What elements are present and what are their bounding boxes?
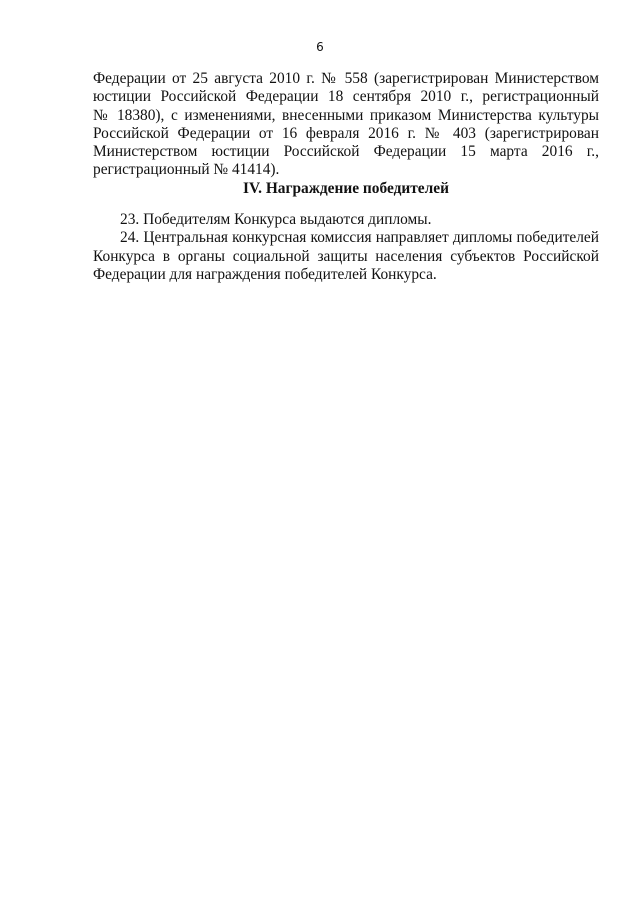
text-line: Министерством юстиции Российской Федерации 15 марта 2016 г., (93, 143, 599, 161)
paragraph-24 (93, 229, 599, 284)
text-line: юстиции Российской Федерации 18 сентября 2010 г., регистрационный (93, 88, 599, 106)
text-line: Федерации от 25 августа 2010 г. № 558 (зарегистрирован Министерством (93, 70, 599, 87)
text-line: № 18380), с изменениями, внесенными приказом Министерства культуры (93, 106, 599, 124)
page-number: 6 (316, 40, 324, 54)
text-line: Конкурса в органы социальной защиты населения субъектов Российской (93, 247, 599, 265)
text-line: регистрационный № 41414). (93, 161, 280, 179)
spacer (93, 198, 599, 211)
paragraph-continued (93, 70, 599, 180)
text-line: 23. Победителям Конкурса выдаются дипломы. (120, 211, 432, 229)
text-line: Российской Федерации от 16 февраля 2016 г. № 403 (зарегистрирован (93, 124, 599, 142)
text-line: 24. Центральная конкурсная комиссия направляет дипломы победителей (120, 229, 599, 247)
document-body (93, 70, 599, 284)
section-heading: IV. Награждение победителей (243, 179, 449, 197)
paragraph-23 (93, 211, 599, 229)
text-line: Федерации для награждения победителей Конкурса. (93, 265, 437, 283)
